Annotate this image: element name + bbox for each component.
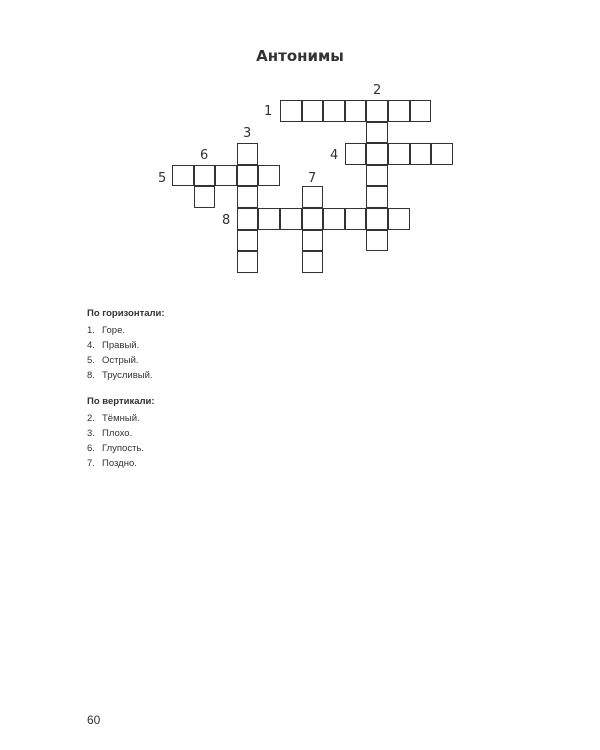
crossword-cell[interactable] <box>302 100 324 122</box>
clue-item: 1. Горе. <box>87 325 125 336</box>
clue-item: 8. Трусливый. <box>87 370 153 381</box>
crossword-cell[interactable] <box>237 230 259 252</box>
crossword-cell[interactable] <box>388 143 410 165</box>
crossword-cell[interactable] <box>366 100 388 122</box>
clue-item: 6. Глупость. <box>87 443 145 454</box>
crossword-cell[interactable] <box>280 100 302 122</box>
crossword-cell[interactable] <box>388 208 410 230</box>
crossword-cell[interactable] <box>237 251 259 273</box>
crossword-cell[interactable] <box>431 143 453 165</box>
crossword-cell[interactable] <box>388 100 410 122</box>
crossword-cell[interactable] <box>172 165 194 187</box>
clue-number-2: 2 <box>373 83 382 98</box>
crossword-cell[interactable] <box>302 251 324 273</box>
crossword-cell[interactable] <box>237 143 259 165</box>
horizontal-clues <box>87 308 165 383</box>
crossword-cell[interactable] <box>280 208 302 230</box>
clue-item: 7. Поздно. <box>87 458 137 469</box>
clue-number-3: 3 <box>243 126 252 141</box>
crossword-cell[interactable] <box>345 143 367 165</box>
clue-number-6: 6 <box>200 148 209 163</box>
vertical-heading: По вертикали: <box>87 396 155 407</box>
vertical-clues <box>87 396 155 471</box>
crossword-cell[interactable] <box>410 100 432 122</box>
clue-item: 3. Плохо. <box>87 428 133 439</box>
horizontal-heading: По горизонтали: <box>87 308 165 319</box>
crossword-cell[interactable] <box>215 165 237 187</box>
crossword-cell[interactable] <box>237 186 259 208</box>
clue-number-5: 5 <box>158 171 167 186</box>
crossword-grid <box>0 0 600 300</box>
clue-item: 4. Правый. <box>87 340 140 351</box>
crossword-cell[interactable] <box>345 100 367 122</box>
crossword-cell[interactable] <box>366 122 388 144</box>
crossword-cell[interactable] <box>302 230 324 252</box>
crossword-cell[interactable] <box>237 208 259 230</box>
crossword-cell[interactable] <box>366 208 388 230</box>
clue-number-4: 4 <box>330 148 339 163</box>
crossword-cell[interactable] <box>194 186 216 208</box>
crossword-cell[interactable] <box>345 208 367 230</box>
crossword-cell[interactable] <box>323 208 345 230</box>
page-title: Антонимы <box>256 47 344 65</box>
crossword-cell[interactable] <box>194 165 216 187</box>
crossword-cell[interactable] <box>302 186 324 208</box>
crossword-cell[interactable] <box>366 143 388 165</box>
crossword-cell[interactable] <box>366 165 388 187</box>
page-number: 60 <box>87 713 101 727</box>
crossword-cell[interactable] <box>323 100 345 122</box>
crossword-cell[interactable] <box>366 230 388 252</box>
crossword-cell[interactable] <box>258 208 280 230</box>
crossword-cell[interactable] <box>302 208 324 230</box>
clue-item: 5. Острый. <box>87 355 139 366</box>
clue-number-8: 8 <box>222 213 231 228</box>
clue-number-1: 1 <box>264 104 273 119</box>
clue-number-7: 7 <box>308 171 317 186</box>
crossword-cell[interactable] <box>258 165 280 187</box>
crossword-cell[interactable] <box>237 165 259 187</box>
crossword-cell[interactable] <box>410 143 432 165</box>
clue-item: 2. Тёмный. <box>87 413 140 424</box>
crossword-cell[interactable] <box>366 186 388 208</box>
